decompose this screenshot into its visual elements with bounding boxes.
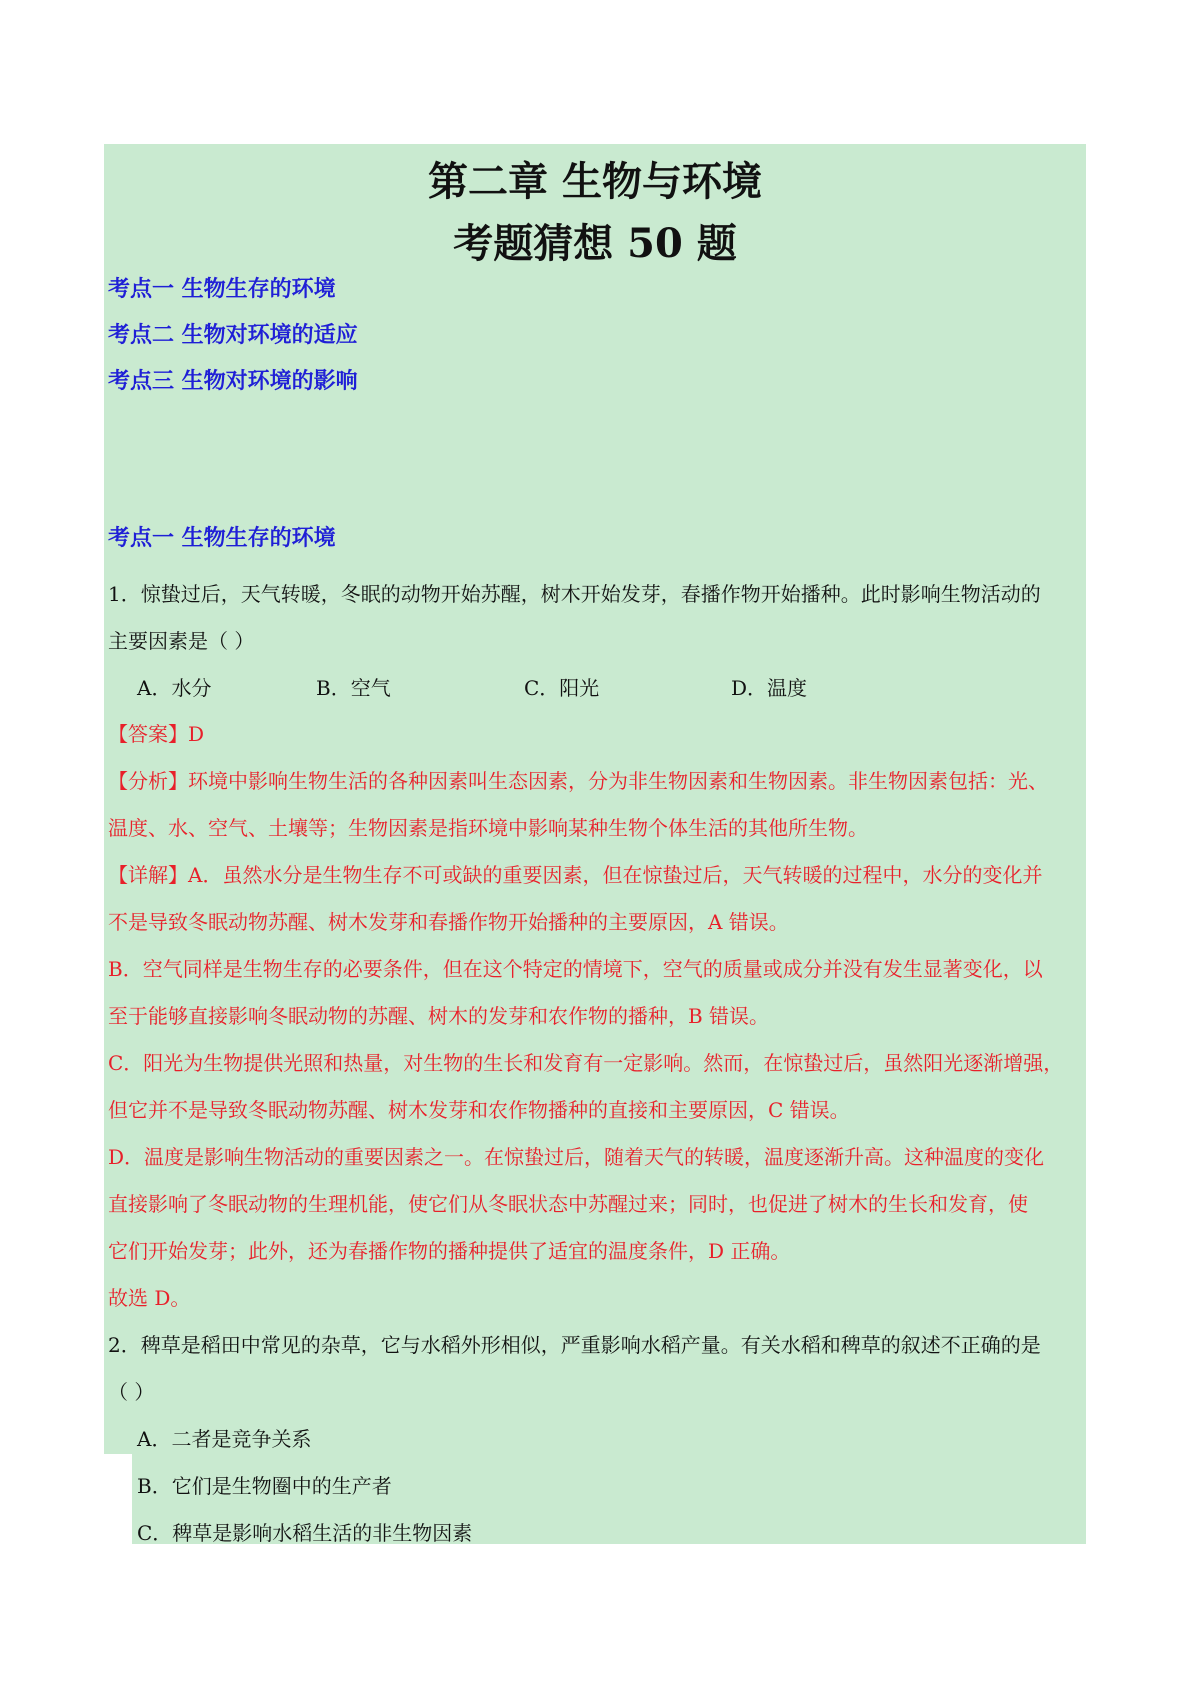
- section-heading: 考点一 生物生存的环境: [108, 525, 336, 551]
- q1-analysis-line2: 温度、水、空气、土壤等；生物因素是指环境中影响某种生物个体生活的其他所生物。: [108, 816, 868, 840]
- q1-option-c: C．阳光: [524, 676, 600, 700]
- q1-conclusion: 故选 D。: [108, 1286, 191, 1310]
- q2-option-c: C．稗草是影响水稻生活的非生物因素: [137, 1521, 473, 1545]
- q1-detail-line: 不是导致冬眠动物苏醒、树木发芽和春播作物开始播种的主要原因，A 错误。: [108, 910, 789, 934]
- toc-item-1[interactable]: 考点一 生物生存的环境: [108, 276, 336, 302]
- q1-option-b: B．空气: [316, 676, 391, 700]
- q1-detail-line: B．空气同样是生物生存的必要条件，但在这个特定的情境下，空气的质量或成分并没有发生显著变化，以: [108, 957, 1043, 981]
- q1-detail-line: D．温度是影响生物活动的重要因素之一。在惊蛰过后，随着天气的转暖，温度逐渐升高。这种温度的变化: [108, 1145, 1045, 1169]
- q2-stem-line2: （ ）: [108, 1380, 155, 1404]
- q2-option-a: A．二者是竞争关系: [137, 1427, 312, 1451]
- q1-option-a: A．水分: [137, 676, 212, 700]
- q1-detail-line: 至于能够直接影响冬眠动物的苏醒、树木的发芽和农作物的播种，B 错误。: [108, 1004, 770, 1028]
- chapter-subtitle: 考题猜想 50 题: [453, 220, 737, 267]
- chapter-title: 第二章 生物与环境: [428, 158, 762, 205]
- q1-analysis-line1: 【分析】环境中影响生物生活的各种因素叫生态因素，分为非生物因素和生物因素。非生物因素包括：光、: [108, 769, 1048, 793]
- q1-answer: 【答案】D: [108, 722, 205, 746]
- q1-detail-line: 【详解】A．虽然水分是生物生存不可或缺的重要因素，但在惊蛰过后，天气转暖的过程中，水分的变化并: [108, 863, 1043, 887]
- q1-stem-line1: 1．惊蛰过后，天气转暖，冬眠的动物开始苏醒，树木开始发芽，春播作物开始播种。此时影响生物活动的: [108, 582, 1041, 606]
- toc-item-3[interactable]: 考点三 生物对环境的影响: [108, 368, 358, 394]
- toc-item-2[interactable]: 考点二 生物对环境的适应: [108, 322, 358, 348]
- q2-stem-line1: 2．稗草是稻田中常见的杂草，它与水稻外形相似，严重影响水稻产量。有关水稻和稗草的叙述不正确的是: [108, 1333, 1041, 1357]
- q1-option-d: D．温度: [731, 676, 808, 700]
- q1-detail-line: 但它并不是导致冬眠动物苏醒、树木发芽和农作物播种的直接和主要原因，C 错误。: [108, 1098, 850, 1122]
- page-notch: [104, 1454, 132, 1546]
- q1-detail-line: 直接影响了冬眠动物的生理机能，使它们从冬眠状态中苏醒过来；同时，也促进了树木的生长和发育，使: [108, 1192, 1028, 1216]
- q2-option-b: B．它们是生物圈中的生产者: [137, 1474, 392, 1498]
- q1-detail-line: C．阳光为生物提供光照和热量，对生物的生长和发育有一定影响。然而，在惊蛰过后，虽然阳光逐渐增强，: [108, 1051, 1064, 1075]
- q1-detail-line: 它们开始发芽；此外，还为春播作物的播种提供了适宜的温度条件，D 正确。: [108, 1239, 791, 1263]
- q1-stem-line2: 主要因素是（ ）: [108, 629, 255, 653]
